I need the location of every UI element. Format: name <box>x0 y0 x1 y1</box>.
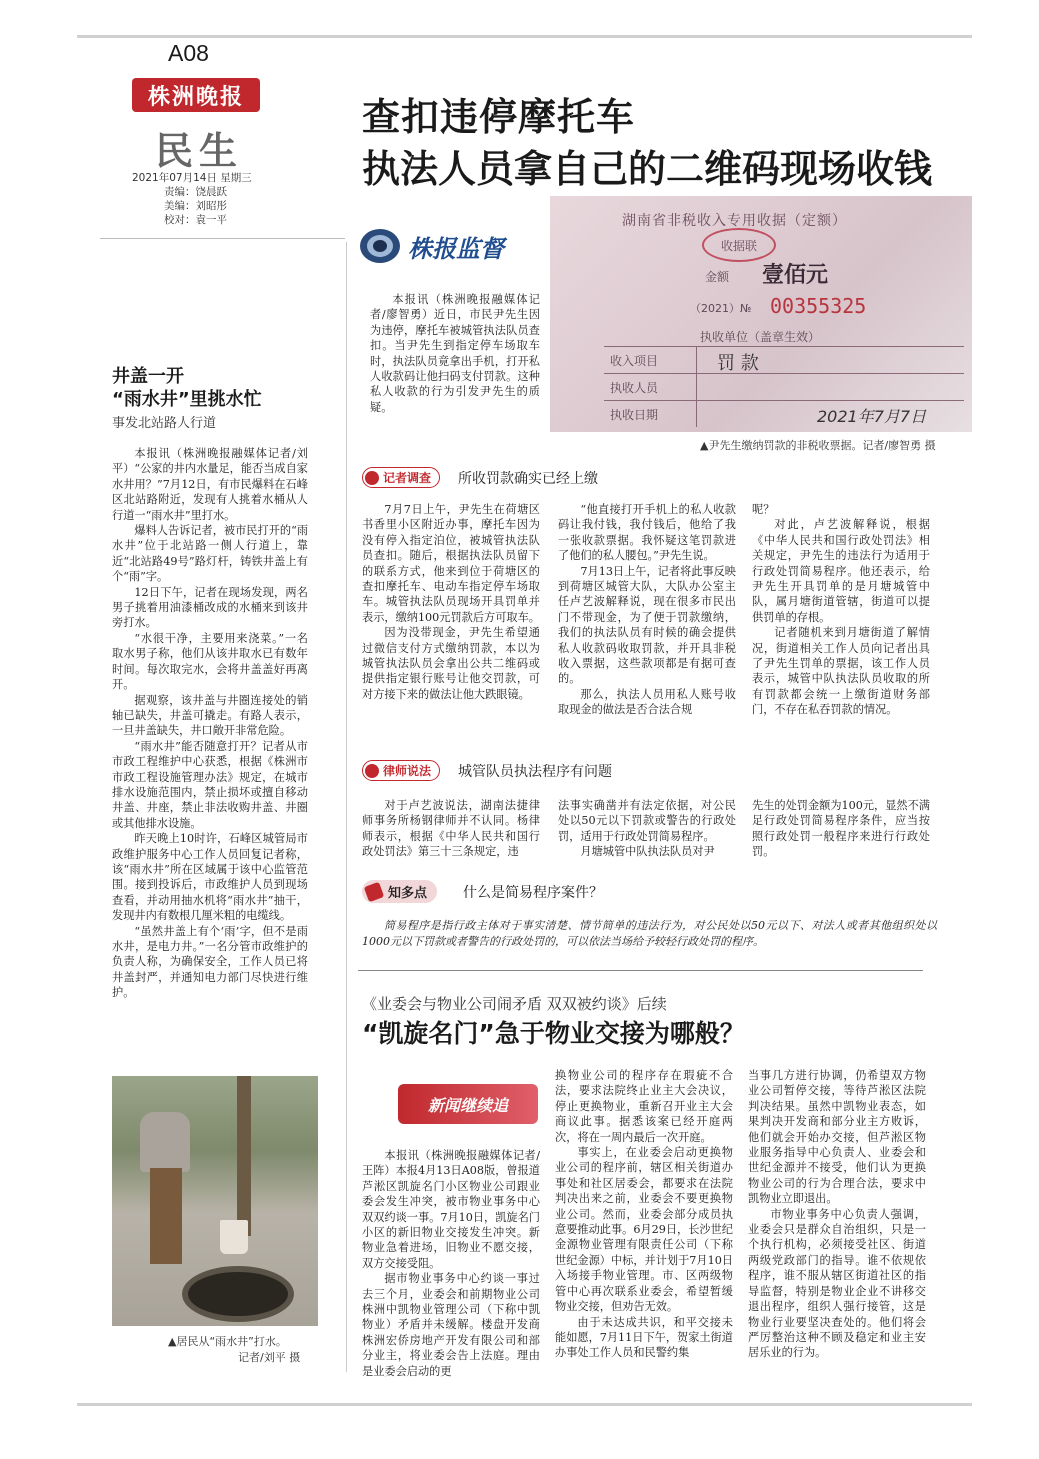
s2-col2-p1: 法事实确凿并有法定依据，对公民处以50元以下罚款或警告的行政处罚，适用于行政处罚简易程序。 <box>558 799 736 843</box>
lead-intro-text: 本报讯（株洲晚报融媒体记者/廖智勇）近日，市民尹先生因为违停，摩托车被城管执法队员查扣。当尹先生到指定停车场取车时，执法队员竟拿出手机，打开私人收款码让他扫码支付罚款。这种私人收款的行为引发尹先生的质疑。 <box>370 293 540 414</box>
lead-intro <box>370 292 540 415</box>
lens-icon <box>358 226 402 266</box>
proofreader: 校对：袁一平 <box>164 214 227 226</box>
knowledge-tag-text: 知多点 <box>388 886 428 901</box>
well-photo <box>112 1076 318 1326</box>
knowledge-text <box>362 918 937 950</box>
s1-col1-p2: 因为没带现金，尹先生希望通过微信支付方式缴纳罚款，本以为城管执法队员会拿出公共二维码或提供指定银行账号让他交罚款，可对方接下来的做法让他大跌眼镜。 <box>362 626 540 701</box>
side-p5: 据观察，该井盖与井圈连接处的销轴已缺失，井盖可撬走。有路人表示，一旦井盖缺失，井口敞开非常危险。 <box>112 693 308 738</box>
photo-person-legs <box>150 1168 182 1264</box>
s1-col1 <box>362 502 540 702</box>
receipt-stamp-text: 收据联 <box>720 238 757 253</box>
section-reporter-header <box>362 467 598 488</box>
side-p4: “水很干净，主要用来浇菜。”一名取水男子称，他们从该井取水已有数年时间。每次取完水，会将井盖盖好再离开。 <box>112 631 308 692</box>
lawyer-section-title: 城管队员执法程序有问题 <box>458 763 613 780</box>
second-c3-p1: 当事几方进行协调，仍希望双方物业公司暂停交接，等待芦淞区法院判决结果。虽然中凯物业表态，如果判决开发商和部分业主方败诉，他们就会开始办交接，但芦淞区物业服务指导中心负责人、业委会和世纪金源并不接受，他们认为更换物业公司的行为合理合法，要求中凯物业立即退出。 <box>748 1069 926 1206</box>
photo-bucket <box>220 1220 248 1254</box>
s1-col3-p2: 记者随机来到月塘街道了解情况，街道相关工作人员向记者出具了尹先生罚单的票据，该工作人员表示，城管中队执法队员收取的所有罚款都会统一上缴街道财务部门，不存在私吞罚款的情况。 <box>752 626 930 717</box>
second-headline: “凯旋名门”急于物业交接为哪般？ <box>362 1019 745 1048</box>
reporter-section-title: 所收罚款确实已经上缴 <box>458 470 599 487</box>
page-number: A08 <box>168 40 209 66</box>
section-lawyer-header <box>362 760 612 781</box>
receipt-unit-label: 执收单位（盖章生效） <box>700 330 821 344</box>
receipt-title: 湖南省非税收入专用收据（定额） <box>622 213 847 229</box>
side-p7: 昨天晚上10时许，石峰区城管局市政维护服务中心工作人员回复记者称，该“雨水井”所在区域属于该中心监管范围。接到投诉后，市政维护人员到现场查看，并动用抽水机将“雨水井”抽干，发现井内有数根几厘米粗的电缆线。 <box>112 832 308 923</box>
side-p3: 12日下午，记者在现场发现，两名男子挑着用油漆桶改成的水桶来到该井旁打水。 <box>112 585 308 630</box>
side-p1: 本报讯（株洲晚报融媒体记者/刘平）“公家的井内水量足，能否当成自家水井用？”7月12日，有市民爆料在石峰区北站路附近，发现有人挑着水桶从人行道一“雨水井”里打水。 <box>112 447 308 522</box>
lead-headline-2: 执法人员拿自己的二维码现场收钱 <box>362 147 933 191</box>
receipt-number: 00355325 <box>770 294 867 318</box>
knowledge-paragraph: 简易程序是指行政主体对于事实清楚、情节简单的违法行为，对公民处以50元以下、对法人或者其他组织处以1000元以下罚款或者警告的行政处罚的，可以依法当场给予较轻行政处罚的程序。 <box>362 919 937 948</box>
receipt-row-item-label: 收入项目 <box>604 347 697 373</box>
second-kicker: 《业委会与物业公司闹矛盾 双双被约谈》后续 <box>362 995 667 1013</box>
receipt-photo <box>550 196 972 432</box>
section-divider <box>358 970 923 971</box>
photo-tree <box>237 1076 251 1236</box>
second-col3 <box>748 1068 926 1361</box>
reporter-tag-text: 记者调查 <box>383 471 432 485</box>
lawyer-tag-text: 律师说法 <box>383 764 432 778</box>
lawyer-tag <box>362 760 440 781</box>
follow-logo <box>398 1084 538 1124</box>
receipt-caption: ▲尹先生缴纳罚款的非税收票据。记者/廖智勇 摄 <box>700 439 936 452</box>
receipt-amount: 壹佰元 <box>762 262 829 288</box>
editor: 责编：饶晨跃 <box>164 186 227 198</box>
side-headline-1: 井盖一开 <box>112 366 184 387</box>
receipt-table <box>604 346 964 427</box>
s1-col2 <box>558 502 736 718</box>
photo-well <box>182 1266 294 1322</box>
bottom-rule <box>77 1403 972 1406</box>
s1-col3 <box>752 502 930 718</box>
paper-logo <box>132 78 260 112</box>
second-c2-p1: 换物业公司的程序存在瑕疵不合法，要求法院终止业主大会决议，停止更换物业，重新召开业主大会商议此事。据悉该案已经开庭两次，将在一周内最后一次开庭。 <box>555 1069 733 1144</box>
receipt-row-item <box>604 347 964 374</box>
second-col2 <box>555 1068 733 1361</box>
side-p8: “虽然井盖上有个‘雨’字，但不是雨水井，是电力井。”一名分管市政维护的负责人称，为确保安全，工作人员已将井盖封严，并通知电力部门尽快进行维护。 <box>112 924 308 1000</box>
follow-logo-text: 新闻继续追 <box>427 1095 508 1115</box>
receipt-row-date <box>604 401 964 427</box>
side-p2: 爆料人告诉记者，被市民打开的“雨水井”位于北站路一侧人行道上，靠近“北站路49号”路灯杆，铸铁井盖上有个“雨”字。 <box>112 524 308 584</box>
tag-dot-icon <box>365 471 379 485</box>
side-body <box>112 446 308 1001</box>
second-c1-p1: 本报讯（株洲晚报融媒体记者/王阵）本报4月13日A08版，曾报道芦淞区凯旋名门小区物业公司跟业委会发生冲突，被市物业事务中心双双约谈一事。7月10日，凯旋名门小区的新旧物业交接发生冲突。新物业急着进场，旧物业不愿交接，双方交接受阻。 <box>362 1149 540 1270</box>
s2-col1 <box>362 798 540 860</box>
knowledge-tag <box>362 880 437 903</box>
issue-date: 2021年07月14日 星期三 <box>132 172 252 184</box>
masthead-meta <box>132 171 252 227</box>
well-caption-2: 记者/刘平 摄 <box>238 1351 301 1364</box>
s1-col2-p2: 7月13日上午，记者将此事反映到荷塘区城管大队，大队办公室主任卢艺波解释说，现在很多市民出门不带现金，为了便于罚款缴纳，我们的执法队员有时候的确会提供私人收款码收取罚款，并开具非税收入票据，这些款项都是有据可查的。 <box>558 564 736 686</box>
s2-col2 <box>558 798 736 860</box>
paper-name: 株洲晚报 <box>147 84 244 110</box>
well-caption-1: ▲居民从“雨水井”打水。 <box>168 1335 287 1348</box>
designer: 美编：刘昭彤 <box>164 200 227 212</box>
receipt-row-date-label: 执收日期 <box>604 401 697 427</box>
s1-col3-p1: 对此，卢艺波解释说，根据《中华人民共和国行政处罚法》相关规定，尹先生的违法行为适用于行政处罚简易程序。他还表示，给尹先生开具罚单的是月塘城管中队，属月塘街道管辖，街道可以提供罚单的存根。 <box>752 518 930 624</box>
receipt-number-label: （2021）№ <box>690 302 752 315</box>
s2-col3 <box>752 798 930 860</box>
receipt-amount-label: 金额 <box>705 270 730 284</box>
vertical-divider <box>346 242 347 1372</box>
receipt-row-staff <box>604 374 964 401</box>
s2-col1-p1: 对于卢艺波说法，湖南法捷律师事务所杨钢律师并不认同。杨律师表示，根据《中华人民共和国行政处罚法》第三十三条规定，违 <box>362 799 540 859</box>
section-title: 民生 <box>155 128 244 173</box>
side-p6: “雨水井”能否随意打开？记者从市市政工程维护中心获悉，根据《株洲市市政工程设施管理办法》规定，在城市排水设施范围内，禁止损坏或擅自移动井盖、井座，禁止非法收购井盖、井圈或其他排水设施。 <box>112 739 308 830</box>
lead-headline-1: 查扣违停摩托车 <box>362 95 636 139</box>
tag-dot-icon <box>365 764 379 778</box>
second-c1-p2: 据市物业事务中心约谈一事过去三个月，业委会和前期物业公司株洲中凯物业管理公司（下称中凯物业）矛盾并未缓解。楼盘开发商株洲宏侨房地产开发有限公司和部分业主，将业委会告上法庭。理由是业委会启动的更 <box>362 1272 540 1378</box>
top-rule <box>77 35 972 38</box>
receipt-date-hand: 2021年7月7日 <box>817 407 927 426</box>
s2-col2-p2: 月塘城管中队执法队员对尹 <box>580 845 715 859</box>
s1-col2-p3: 那么，执法人员用私人账号收取现金的做法是否合法合规 <box>558 687 736 717</box>
reporter-tag <box>362 467 440 488</box>
side-subhead: 事发北站路人行道 <box>112 416 217 431</box>
receipt-stamp <box>702 228 776 262</box>
second-c3-p2: 市物业事务中心负责人强调，业委会只是群众自治组织，只是一个执行机构，必须接受社区、街道两级党政部门的指导。谁不依规依程序，谁不服从辖区街道社区的指导监督，特别是物业企业不讲移交退出程序，组织人强行接管，这是物业行业要坚决查处的。他们将会严厉整治这种不顾及稳定和业主安居乐业的行为。 <box>748 1207 926 1360</box>
column-logo <box>358 226 536 266</box>
pencil-icon <box>364 881 385 902</box>
s1-col1-p1: 7月7日上午，尹先生在荷塘区书香里小区附近办事，摩托车因为没有停入指定泊位，被城管执法队员查扣。随后，根据执法队员留下的联系方式，他来到位于荷塘区的查扣摩托车、电动车指定停车场取车。城管执法队员现场开具罚单并表示，缴纳100元罚款后方可取车。 <box>362 503 540 624</box>
column-logo-text: 株报监督 <box>408 234 504 263</box>
second-c2-p3: 由于未达成共识，和平交接未能如愿，7月11日下午，贺家土街道办事处工作人员和民警约集 <box>555 1315 733 1360</box>
side-headline-2: “雨水井”里挑水忙 <box>112 389 262 410</box>
receipt-row-staff-label: 执收人员 <box>604 374 697 400</box>
receipt-handwritten: 罚 款 <box>717 353 759 374</box>
s1-col3-p0: 呢？ <box>752 503 775 516</box>
s2-col3-p1: 先生的处罚金额为100元，显然不满足行政处罚简易程序条件，应当按照行政处罚一般程序来进行行政处罚。 <box>752 799 930 859</box>
second-col1 <box>362 1148 540 1379</box>
masthead-rule <box>100 238 345 239</box>
photo-person <box>140 1112 190 1172</box>
s1-col2-p1: “他直接打开手机上的私人收款码让我付钱，我付钱后，他给了我一张收款票据。我怀疑这笔罚款进了他们的私人腰包。”尹先生说。 <box>558 503 736 563</box>
second-c2-p2: 事实上，在业委会启动更换物业公司的程序前，辖区相关街道办事处和社区居委会，都要求在法院判决出来之前，业委会不要更换物业公司。然而，业委会部分成员执意要推动此事。6月29日，长沙世纪金源物业管理有限责任公司（下称世纪金源）中标，并计划于7月10日入场接手物业管理。市、区两级物管中心再次联系业委会，希望暂缓物业交接，但劝告无效。 <box>555 1146 733 1314</box>
section-knowledge-header <box>362 880 603 903</box>
knowledge-section-title: 什么是简易程序案件？ <box>463 884 604 901</box>
